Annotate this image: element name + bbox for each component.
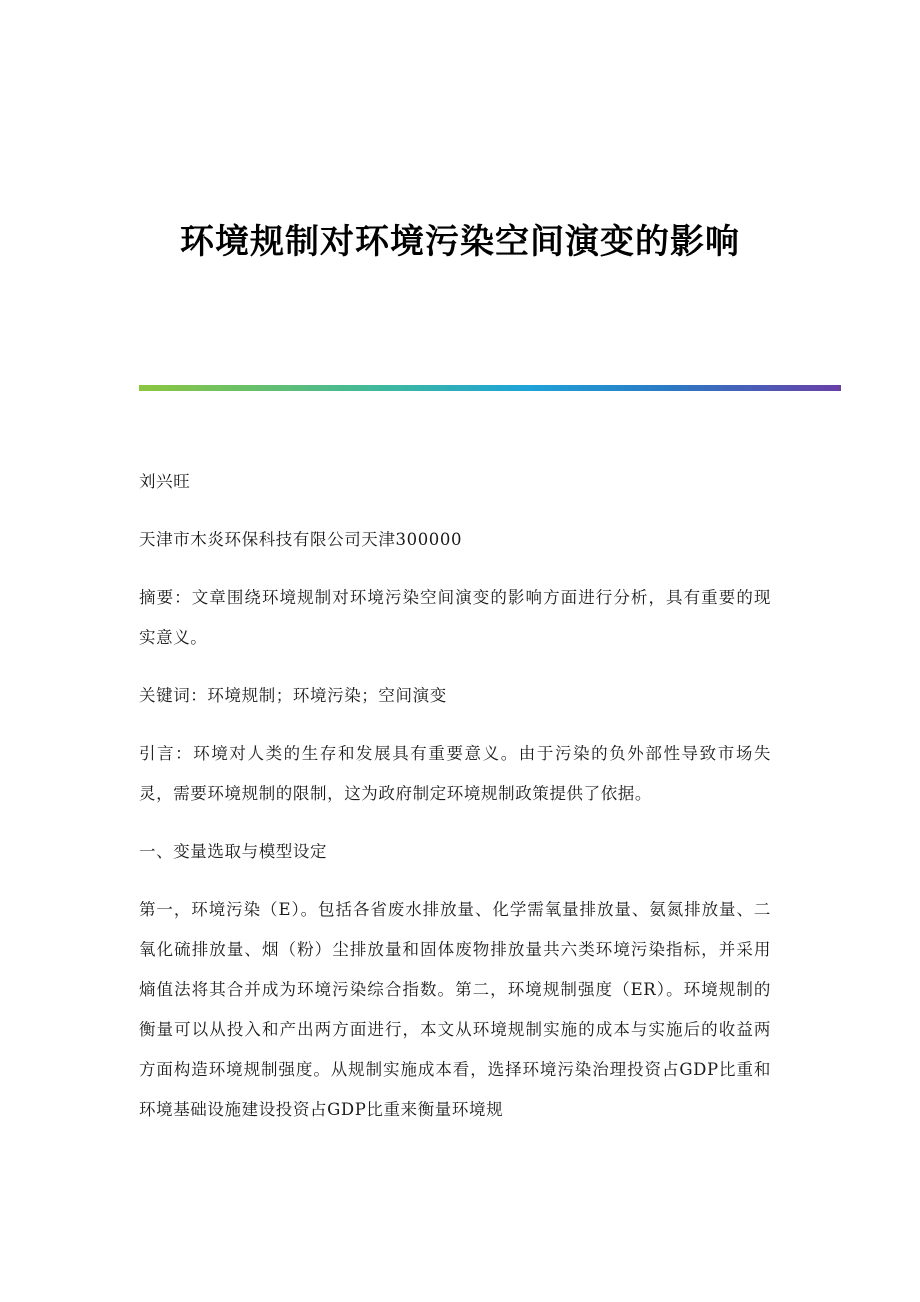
- keywords-paragraph: 关键词：环境规制；环境污染；空间演变: [139, 686, 447, 705]
- section-heading: 一、变量选取与模型设定: [139, 842, 328, 861]
- page-title: 环境规制对环境污染空间演变的影响: [180, 222, 740, 262]
- introduction-paragraph: 引言：环境对人类的生存和发展具有重要意义。由于污染的负外部性导致市场失灵，需要环境规制的限制，这为政府制定环境规制政策提供了依据。: [139, 744, 771, 803]
- document-body: [139, 462, 771, 1130]
- author-name: 刘兴旺: [139, 472, 191, 491]
- abstract-paragraph: 摘要：文章围绕环境规制对环境污染空间演变的影响方面进行分析，具有重要的现实意义。: [139, 588, 771, 647]
- section-body-paragraph: 第一，环境污染（E）。包括各省废水排放量、化学需氧量排放量、氨氮排放量、二氧化硫排放量、烟（粉）尘排放量和固体废物排放量共六类环境污染指标，并采用熵值法将其合并成为环境污染综合指数。第二，环境规制强度（ER）。环境规制的衡量可以从投入和产出两方面进行，本文从环境规制实施的成本与实施后的收益两方面构造环境规制强度。从规制实施成本看，选择环境污染治理投资占GDP比重和环境基础设施建设投资占GDP比重来衡量环境规: [139, 900, 771, 1119]
- title-divider: [139, 385, 841, 391]
- author-affiliation: 天津市木炎环保科技有限公司天津300000: [139, 530, 463, 549]
